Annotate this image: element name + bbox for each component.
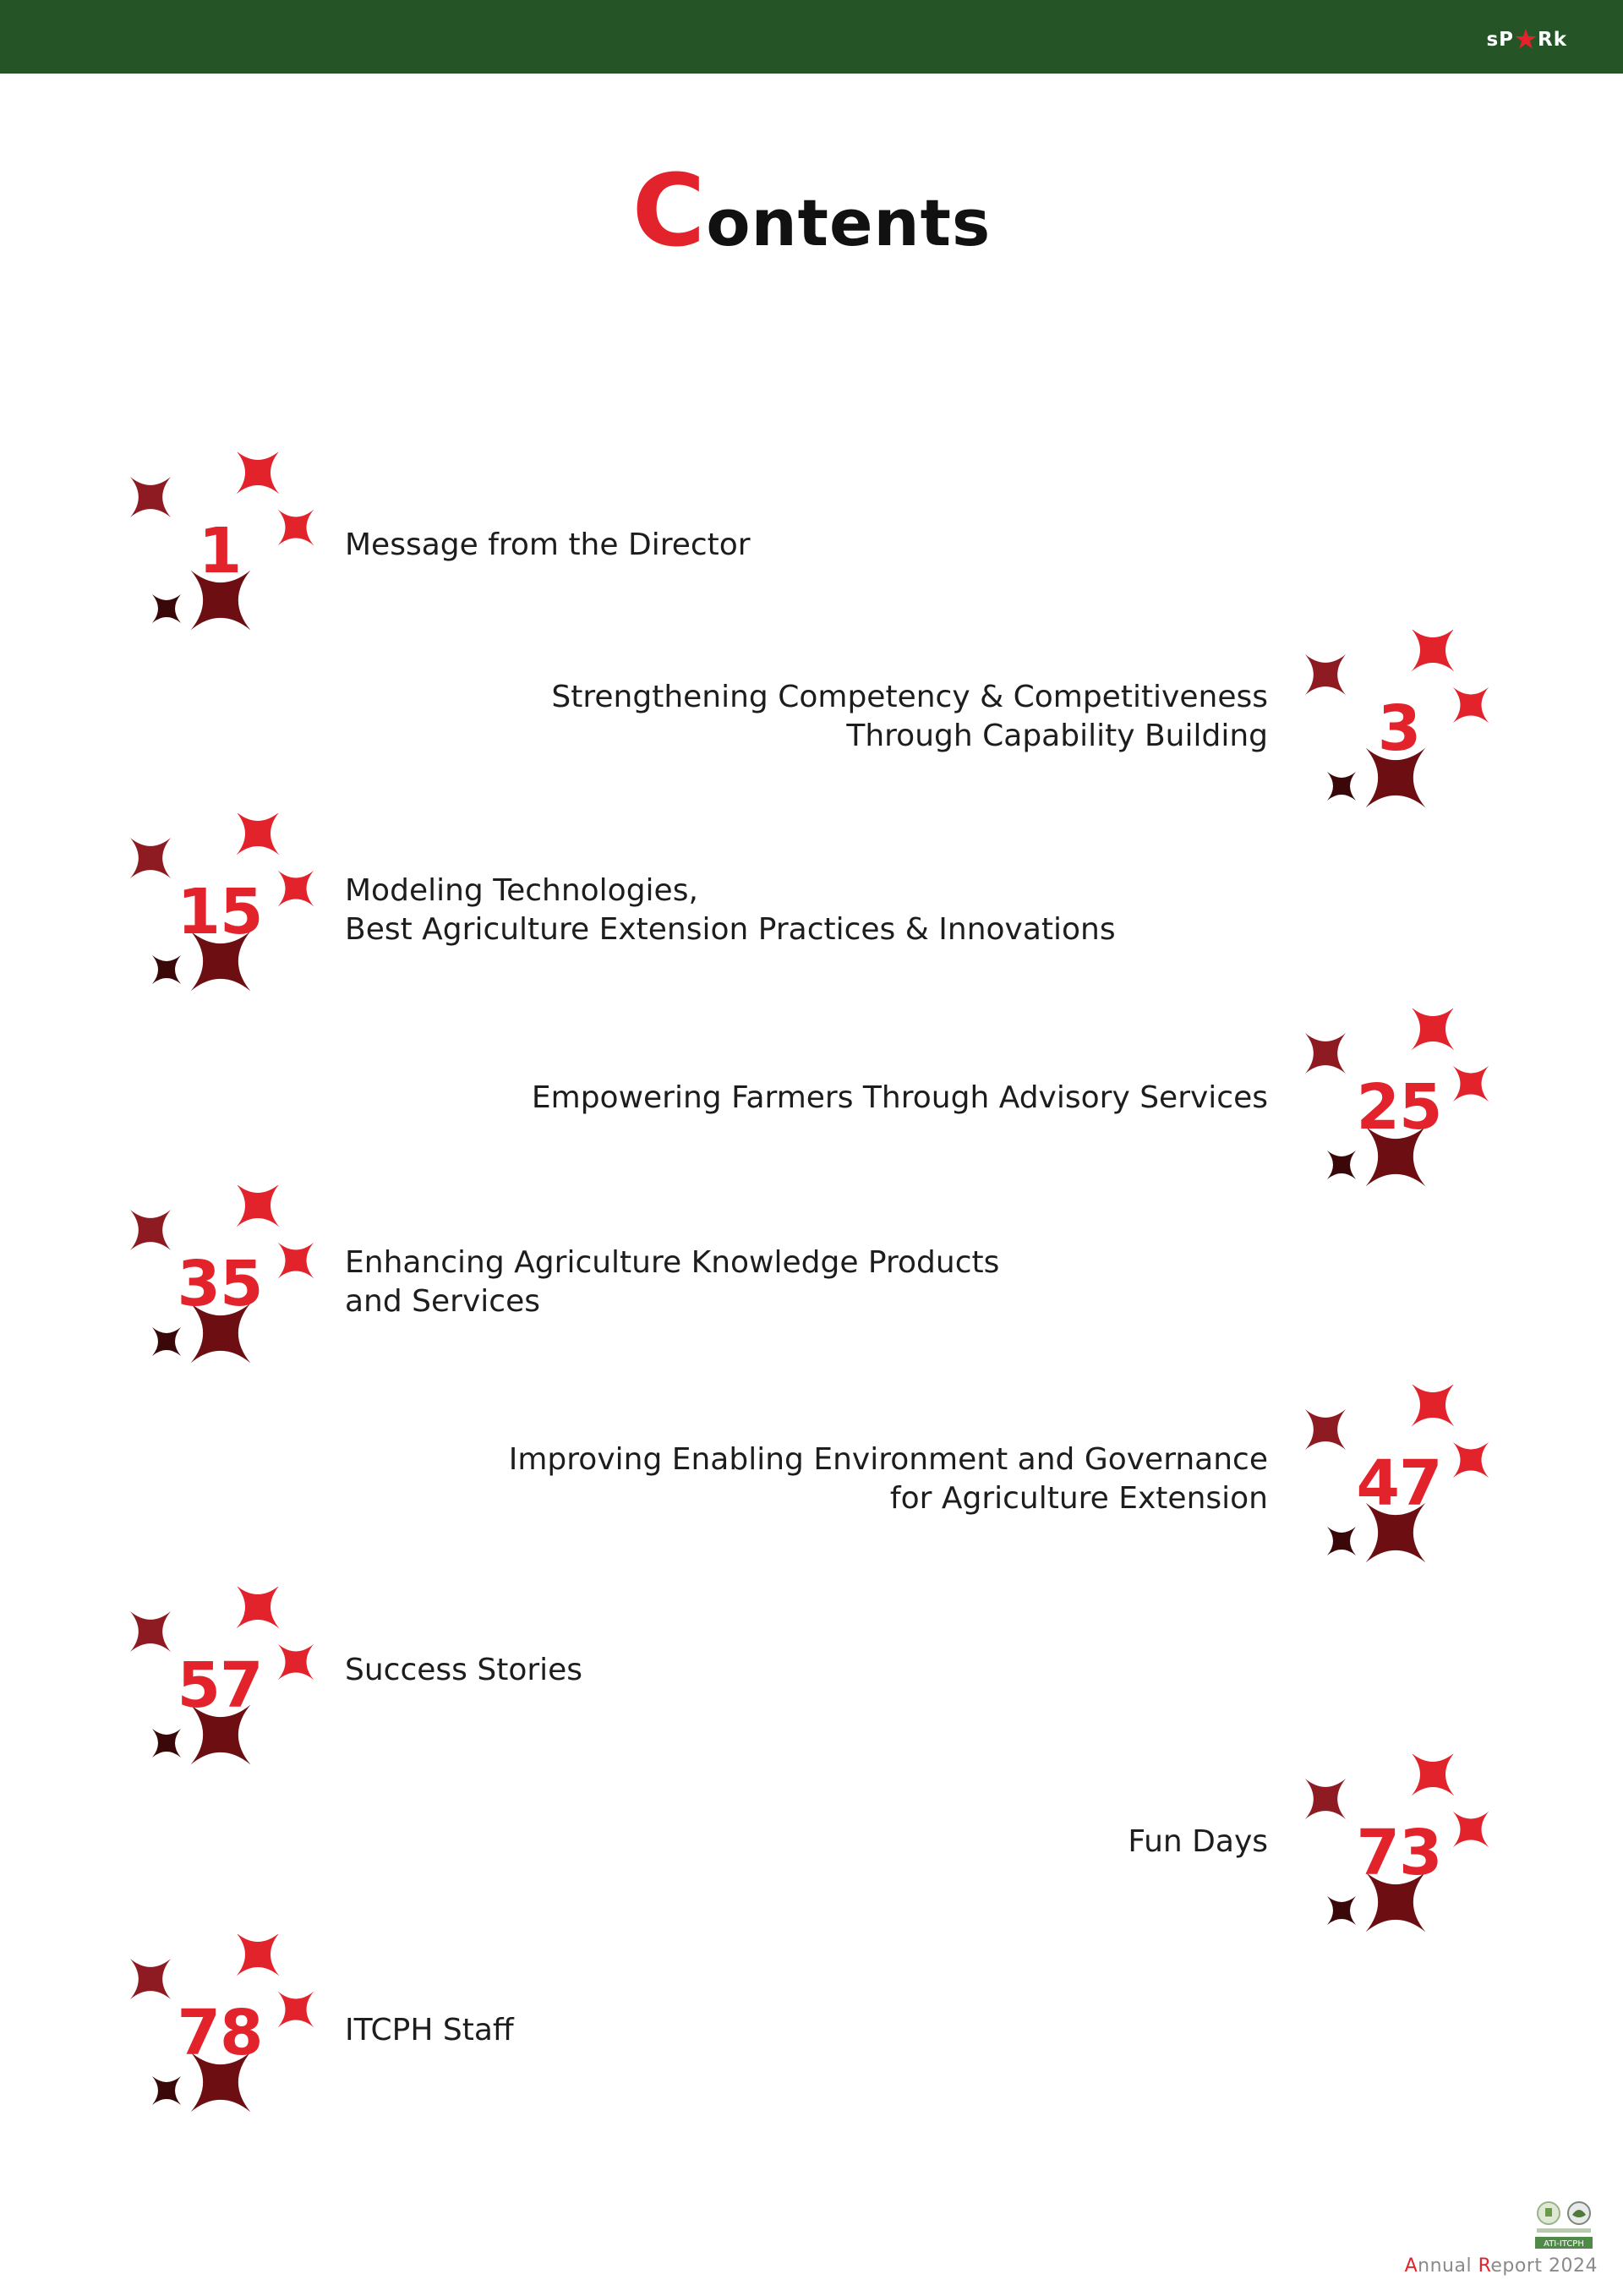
entry-title-line: Strengthening Competency & Competitiveness bbox=[551, 680, 1268, 714]
toc-entry[interactable] bbox=[0, 1754, 1623, 1940]
toc-entry[interactable] bbox=[0, 452, 1623, 638]
toc-entry[interactable] bbox=[0, 1185, 1623, 1371]
page-number: 47 bbox=[1356, 1447, 1442, 1520]
brand-prefix: sP bbox=[1486, 29, 1514, 51]
entry-title bbox=[345, 1651, 582, 1690]
entry-title-line: ITCPH Staff bbox=[345, 2013, 514, 2047]
page-number: 15 bbox=[177, 876, 263, 948]
entry-title-line: Fun Days bbox=[1128, 1824, 1268, 1859]
page-number: 35 bbox=[177, 1248, 263, 1320]
entry-title-line: Empowering Farmers Through Advisory Services bbox=[531, 1080, 1268, 1115]
entry-title-line: Best Agriculture Extension Practices & Innovations bbox=[345, 912, 1116, 947]
page-title bbox=[0, 152, 1623, 269]
toc-entry[interactable] bbox=[0, 1587, 1623, 1773]
entry-title bbox=[532, 1079, 1268, 1118]
entry-title-line: Improving Enabling Environment and Governance bbox=[508, 1442, 1268, 1477]
entry-title-line: Enhancing Agriculture Knowledge Products bbox=[345, 1245, 1000, 1280]
toc-entry[interactable] bbox=[0, 813, 1623, 999]
title-rest: ontents bbox=[706, 185, 992, 260]
brand-suffix: Rk bbox=[1537, 29, 1567, 51]
entry-title bbox=[551, 678, 1268, 756]
title-first-letter: C bbox=[631, 152, 707, 269]
toc-entry[interactable] bbox=[0, 1934, 1623, 2120]
brand-logo bbox=[1486, 25, 1567, 54]
entry-title bbox=[345, 2011, 514, 2050]
toc-entry[interactable] bbox=[0, 1385, 1623, 1571]
footer-annual-report: Annual Report 2024 bbox=[1404, 2255, 1598, 2277]
entry-title bbox=[345, 1244, 999, 1321]
page-number: 3 bbox=[1377, 692, 1421, 765]
toc-entry[interactable] bbox=[0, 630, 1623, 816]
entry-title-line: Modeling Technologies, bbox=[345, 873, 698, 908]
star-icon bbox=[1515, 29, 1537, 51]
ati-itcph-logo bbox=[1530, 2198, 1598, 2250]
entry-title bbox=[1128, 1823, 1268, 1861]
top-bar bbox=[0, 0, 1623, 74]
entry-title bbox=[509, 1440, 1268, 1518]
page-number: 57 bbox=[177, 1649, 263, 1722]
entry-title-line: Message from the Director bbox=[345, 528, 751, 562]
toc-entry[interactable] bbox=[0, 1009, 1623, 1194]
entry-title-line: and Services bbox=[345, 1284, 540, 1319]
page-number: 78 bbox=[177, 1997, 263, 2069]
entry-title bbox=[345, 526, 751, 565]
logo-label: ATI-ITCPH bbox=[1544, 2239, 1584, 2249]
entry-title-line: Through Capability Building bbox=[846, 719, 1268, 753]
entry-title-line: Success Stories bbox=[345, 1653, 583, 1687]
entry-title bbox=[345, 872, 1116, 949]
page-number: 1 bbox=[198, 515, 242, 588]
entry-title-line: for Agriculture Extension bbox=[889, 1481, 1268, 1516]
page-number: 73 bbox=[1356, 1817, 1442, 1889]
page-number: 25 bbox=[1356, 1071, 1442, 1144]
